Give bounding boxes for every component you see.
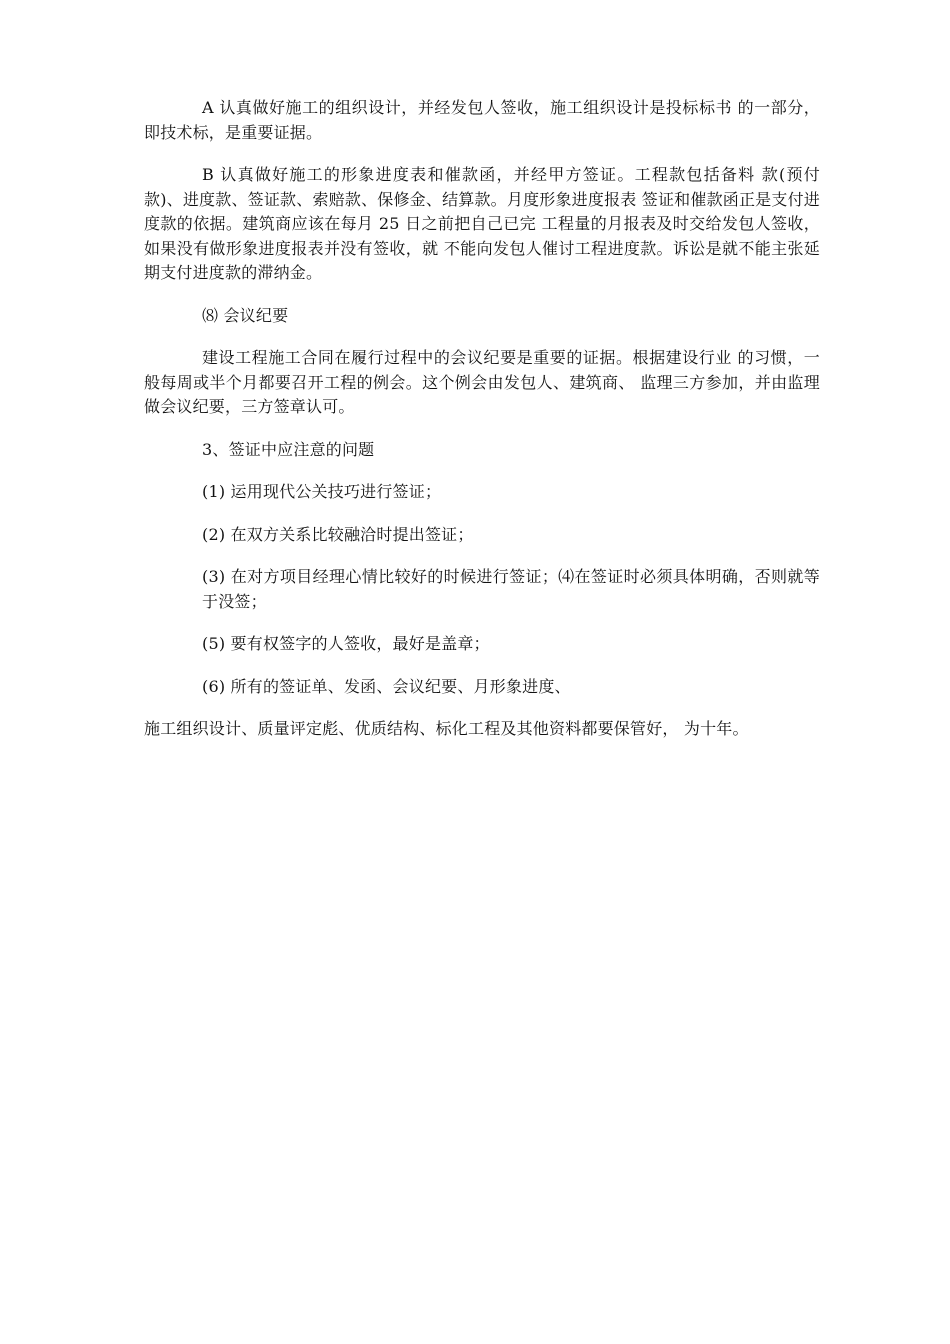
document-page [144, 96, 820, 760]
paragraph-a: A 认真做好施工的组织设计，并经发包人签收，施工组织设计是投标标书 的一部分，即技术标，是重要证据。 [144, 98, 820, 142]
list-item-5: (5) 要有权签字的人签收，最好是盖章； [202, 634, 490, 653]
heading-signing-issues: 3、签证中应注意的问题 [202, 439, 375, 459]
paragraph-b: B 认真做好施工的形象进度表和催款函，并经甲方签证。工程款包括备料 款(预付款)、进度款、签证款、索赔款、保修金、结算款。月度形象进度报表 签证和催款函正是支付进度款的依据。建筑商应该在每月 25 日之前把自己已完 工程量的月报表及时交给发包人签收，如果没有做形象进度报表并没有签收，就 不能向发包人催讨工程进度款。诉讼是就不能主张延期支付进度款的滞纳金。 [144, 165, 820, 282]
list-item-3-4: (3) 在对方项目经理心情比较好的时候进行签证；⑷在签证时必须具体明确，否则就等于没签； [202, 567, 820, 611]
heading-meeting-minutes: ⑻ 会议纪要 [202, 305, 289, 325]
list-item-1: (1) 运用现代公关技巧进行签证； [202, 482, 442, 501]
list-item-2: (2) 在双方关系比较融洽时提出签证； [202, 524, 474, 544]
list-item-6: (6) 所有的签证单、发函、会议纪要、月形象进度、 [202, 676, 571, 696]
paragraph-archive: 施工组织设计、质量评定彪、优质结构、标化工程及其他资料都要保管好， 为十年。 [144, 719, 749, 738]
paragraph-meeting-minutes: 建设工程施工合同在履行过程中的会议纪要是重要的证据。根据建设行业 的习惯，一般每周或半个月都要召开工程的例会。这个例会由发包人、建筑商、 监理三方参加，并由监理做会议纪要，三方签章认可。 [144, 348, 820, 416]
